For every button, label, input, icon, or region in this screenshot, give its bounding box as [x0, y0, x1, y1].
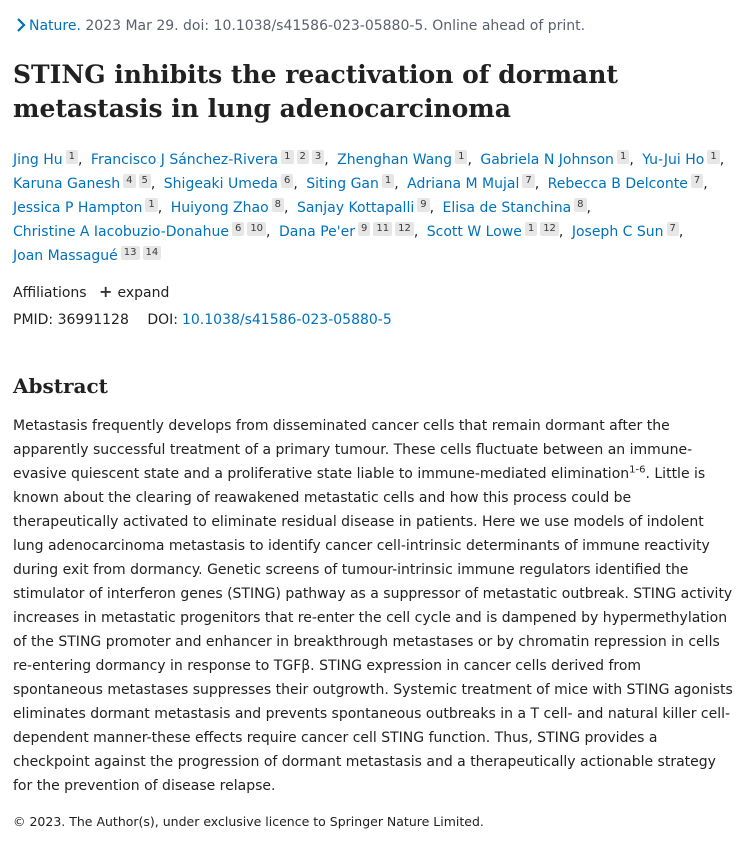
- affiliation-badge[interactable]: 1: [707, 150, 719, 164]
- affiliation-badge[interactable]: 14: [143, 246, 162, 260]
- author-name-link[interactable]: Karuna Ganesh: [13, 176, 121, 192]
- author-separator: ,: [413, 224, 419, 240]
- author-name-link[interactable]: Joan Massagué: [13, 248, 118, 264]
- author-name-link[interactable]: Huiyong Zhao: [170, 200, 269, 216]
- author-separator: ,: [284, 200, 289, 216]
- affiliation-badge[interactable]: 1: [455, 150, 467, 164]
- affiliation-badge[interactable]: 13: [121, 246, 140, 260]
- author-name-link[interactable]: Zhenghan Wang: [337, 152, 453, 168]
- author-separator: ,: [266, 224, 271, 240]
- affiliation-badge[interactable]: 7: [667, 222, 679, 236]
- affiliation-badge[interactable]: 8: [272, 198, 284, 212]
- citation-details: 2023 Mar 29. doi: 10.1038/s41586-023-05880-5. Online ahead of print.: [85, 18, 586, 34]
- author-separator: ,: [394, 176, 399, 192]
- affiliations-row: [13, 280, 735, 305]
- author-separator: ,: [586, 200, 591, 216]
- author-name-link[interactable]: Gabriela N Johnson: [480, 152, 614, 168]
- affiliation-badge[interactable]: 7: [691, 174, 703, 188]
- author-separator: ,: [293, 176, 298, 192]
- pmid-label: PMID:: [13, 312, 54, 328]
- expand-affiliations-button[interactable]: [99, 282, 170, 301]
- copyright-notice: © 2023. The Author(s), under exclusive licence to Springer Nature Limited.: [13, 814, 484, 829]
- author-name-link[interactable]: Jing Hu: [13, 152, 63, 168]
- author-item: [279, 224, 422, 240]
- author-item: [572, 224, 688, 240]
- author-item: [13, 152, 86, 168]
- author-item: [13, 176, 159, 192]
- author-name-link[interactable]: Rebecca B Delconte: [547, 176, 688, 192]
- author-name-link[interactable]: Elisa de Stanchina: [442, 200, 572, 216]
- authors-list: [13, 148, 735, 268]
- affiliation-badge[interactable]: 12: [540, 222, 559, 236]
- affiliation-badge[interactable]: 6: [232, 222, 244, 236]
- author-name-link[interactable]: Christine A Iacobuzio-Donahue: [13, 224, 229, 240]
- author-name-link[interactable]: Scott W Lowe: [426, 224, 522, 240]
- affiliation-badge[interactable]: 1: [281, 150, 293, 164]
- affiliation-badge[interactable]: 2: [297, 150, 309, 164]
- author-separator: ,: [429, 200, 435, 216]
- author-name-link[interactable]: Sanjay Kottapalli: [296, 200, 415, 216]
- author-item: [407, 176, 543, 192]
- author-item: [13, 224, 275, 240]
- author-separator: ,: [78, 152, 83, 168]
- abstract-text-part2: . Little is known about the clearing of reawakened metastatic cells and how this process could be therapeutically activated to eliminate residual disease in patients. Here we use models of indolent lung adenocarcinoma metastasis to identify cancer cell-intrinsic determinants of immune reactivity during exit from dormancy. Genetic screens of tumour-intrinsic immune regulators identified the stimulator of interferon genes (STING) pathway as a suppressor of metastatic outbreak. STING activity increases in metastatic progenitors that re-enter the cell cycle and is dampened by hypermethylation of the STING promoter and enhancer in breakthrough metastases or by chromatin repression in cells re-entering dormancy in response to TGFβ. STING expression in cancer cells derived from spontaneous metastases suppresses their outgrowth. Systemic treatment of mice with STING agonists eliminates dormant metastasis and prevents spontaneous outbreaks in a T cell- and natural killer cell-dependent manner-these effects require cancer cell STING function. Thus, STING provides a checkpoint against the progression of dormant metastasis and a therapeutically actionable strategy for the prevention of disease relapse.: [13, 466, 733, 794]
- chevron-right-icon: [13, 17, 29, 33]
- affiliation-badge[interactable]: 3: [312, 150, 324, 164]
- affiliation-badge[interactable]: 1: [66, 150, 78, 164]
- author-item: [548, 176, 712, 192]
- affiliation-badge[interactable]: 1: [382, 174, 394, 188]
- affiliation-badge[interactable]: 11: [373, 222, 392, 236]
- author-name-link[interactable]: Dana Pe'er: [278, 224, 355, 240]
- author-separator: ,: [703, 176, 708, 192]
- doi-link[interactable]: 10.1038/s41586-023-05880-5: [181, 312, 392, 328]
- identifiers: [13, 308, 735, 332]
- affiliation-badge[interactable]: 1: [145, 198, 157, 212]
- author-name-link[interactable]: Shigeaki Umeda: [163, 176, 278, 192]
- affiliation-badge[interactable]: 12: [395, 222, 414, 236]
- author-name-link[interactable]: Joseph C Sun: [571, 224, 664, 240]
- author-name-link[interactable]: Yu-Jui Ho: [642, 152, 705, 168]
- author-item: [642, 152, 728, 168]
- affiliation-badge[interactable]: 5: [139, 174, 151, 188]
- author-name-link[interactable]: Jessica P Hampton: [13, 200, 143, 216]
- journal-link[interactable]: Nature.: [29, 18, 81, 34]
- author-item: [306, 176, 403, 192]
- article-title: STING inhibits the reactivation of dormant metastasis in lung adenocarcinoma: [13, 60, 618, 123]
- affiliation-badge[interactable]: 9: [417, 198, 429, 212]
- author-item: [13, 248, 161, 264]
- abstract-text-part1: Metastasis frequently develops from disseminated cancer cells that remain dormant after the apparently successful treatment of a primary tumour. These cells fluctuate between an immune-evasive quiescent state and a proliferative state liable to immune-mediated elimination: [13, 418, 693, 482]
- affiliation-badge[interactable]: 6: [281, 174, 293, 188]
- author-separator: ,: [324, 152, 329, 168]
- abstract-heading: Abstract: [13, 374, 108, 398]
- citation-line: [13, 14, 735, 38]
- affiliations-label: Affiliations: [13, 285, 87, 301]
- author-name-link[interactable]: Francisco J Sánchez-Rivera: [90, 152, 279, 168]
- affiliation-badge[interactable]: 1: [617, 150, 629, 164]
- plus-icon: +: [99, 282, 113, 301]
- author-item: [91, 152, 333, 168]
- affiliation-badge[interactable]: 9: [358, 222, 370, 236]
- author-name-link[interactable]: Siting Gan: [306, 176, 379, 192]
- expand-label: expand: [117, 285, 170, 301]
- author-separator: ,: [534, 176, 540, 192]
- abstract-body: [13, 414, 735, 798]
- pmid-value: 36991128: [57, 312, 129, 328]
- affiliation-badge[interactable]: 8: [574, 198, 586, 212]
- author-separator: ,: [558, 224, 564, 240]
- author-separator: ,: [157, 200, 163, 216]
- author-item: [427, 224, 568, 240]
- article-page: [13, 14, 735, 832]
- author-separator: ,: [467, 152, 472, 168]
- author-name-link[interactable]: Adriana M Mujal: [407, 176, 520, 192]
- author-item: [443, 200, 595, 216]
- affiliation-badge[interactable]: 1: [525, 222, 537, 236]
- author-separator: ,: [719, 152, 725, 168]
- author-separator: ,: [150, 176, 156, 192]
- doi-label: DOI:: [147, 312, 178, 328]
- affiliation-badge[interactable]: 4: [123, 174, 135, 188]
- author-item: [297, 200, 438, 216]
- reference-citation[interactable]: 1-6: [629, 464, 646, 476]
- author-item: [171, 200, 293, 216]
- author-item: [337, 152, 476, 168]
- author-item: [480, 152, 637, 168]
- affiliation-badge[interactable]: 7: [522, 174, 534, 188]
- author-item: [13, 200, 166, 216]
- author-item: [164, 176, 302, 192]
- affiliation-badge[interactable]: 10: [247, 222, 266, 236]
- author-separator: ,: [629, 152, 634, 168]
- author-separator: ,: [678, 224, 684, 240]
